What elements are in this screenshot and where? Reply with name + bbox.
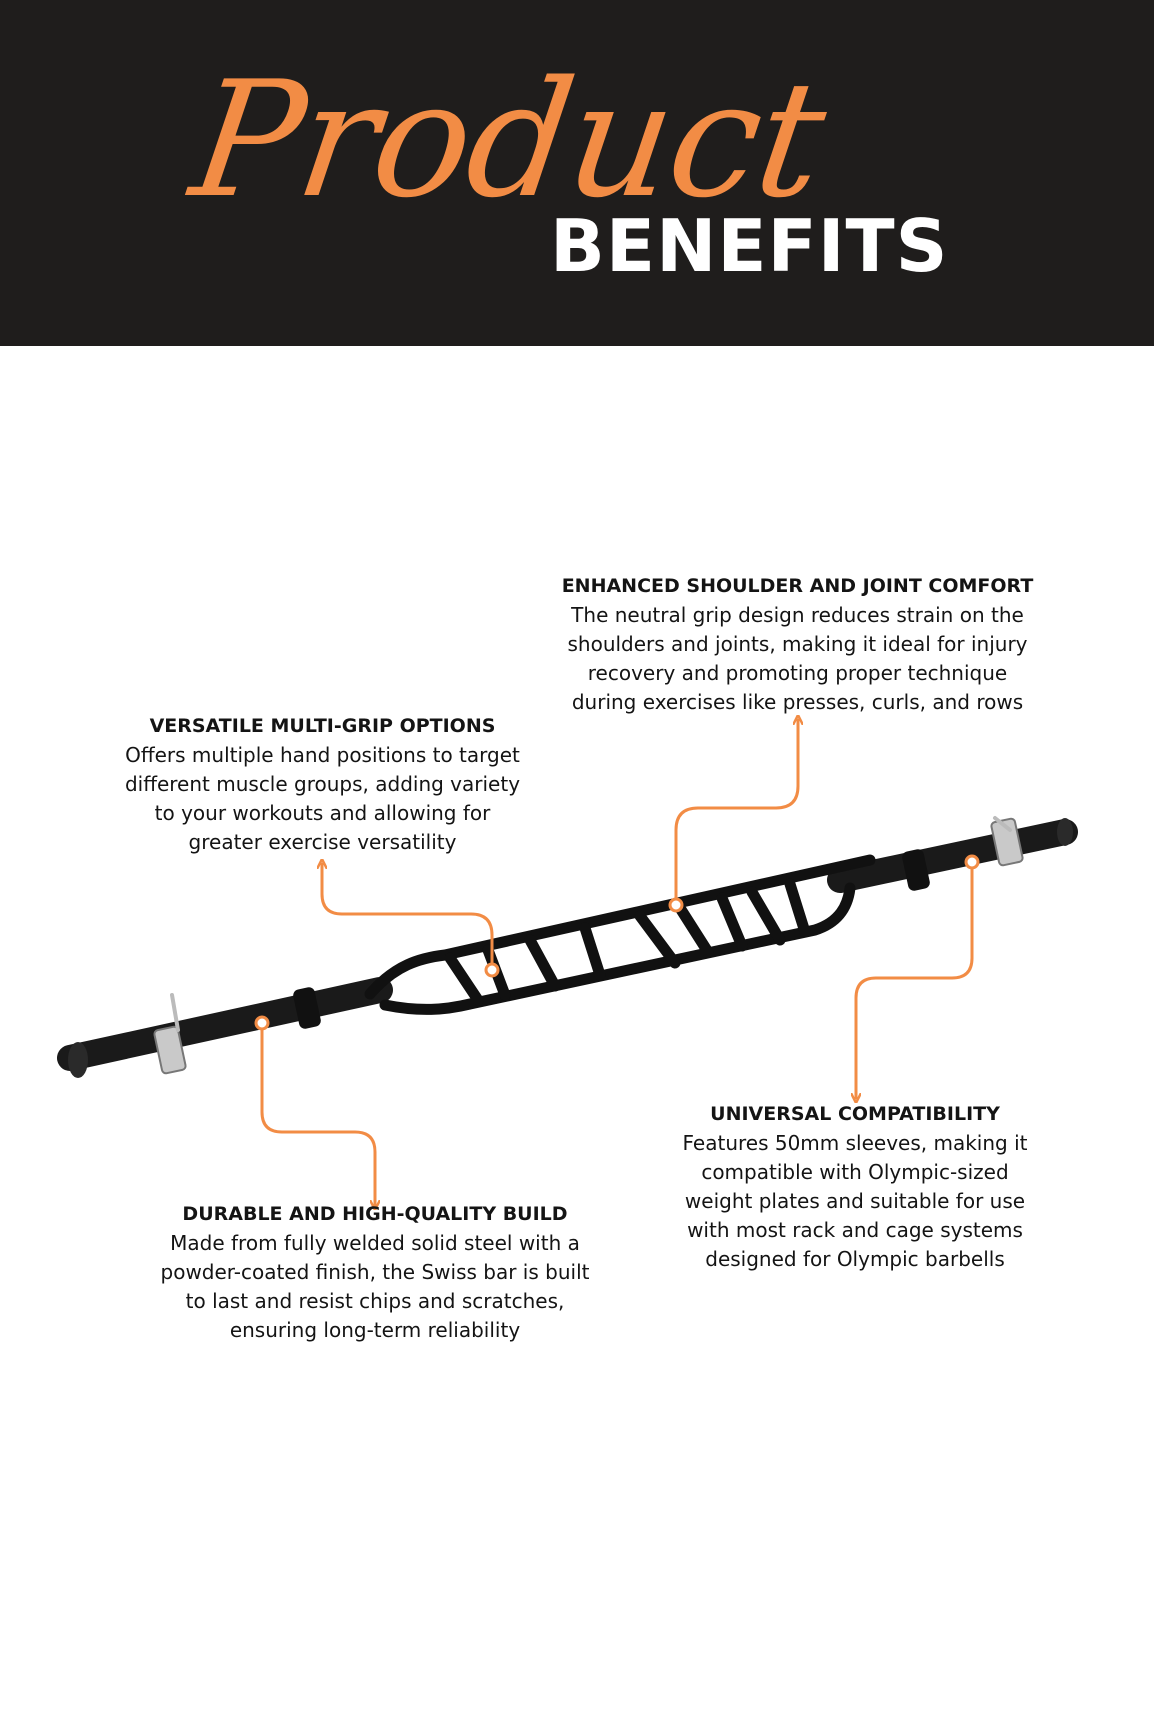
benefit-line: designed for Olympic barbells bbox=[705, 1247, 1005, 1271]
benefit-durable-build bbox=[140, 1200, 610, 1345]
benefit-line: compatible with Olympic-sized bbox=[701, 1160, 1009, 1184]
benefit-line: during exercises like presses, curls, and rows bbox=[571, 690, 1024, 714]
benefit-line: shoulders and joints, making it ideal for injury bbox=[567, 632, 1028, 656]
benefit-line: The neutral grip design reduces strain on the bbox=[571, 603, 1024, 627]
benefit-heading: DURABLE AND HIGH-QUALITY BUILD bbox=[182, 1203, 568, 1225]
benefit-line: Offers multiple hand positions to target bbox=[125, 743, 520, 767]
benefit-heading: VERSATILE MULTI-GRIP OPTIONS bbox=[149, 715, 496, 737]
benefit-line: recovery and promoting proper technique bbox=[587, 661, 1008, 685]
benefit-line: with most rack and cage systems bbox=[687, 1218, 1023, 1242]
benefit-heading: UNIVERSAL COMPATIBILITY bbox=[710, 1103, 1000, 1125]
benefit-heading: ENHANCED SHOULDER AND JOINT COMFORT bbox=[561, 575, 1034, 597]
benefit-line: different muscle groups, adding variety bbox=[124, 772, 521, 796]
benefit-line: to your workouts and allowing for bbox=[154, 801, 491, 825]
benefit-line: to last and resist chips and scratches, bbox=[185, 1289, 565, 1313]
benefit-compatibility bbox=[650, 1100, 1060, 1274]
benefit-line: weight plates and suitable for use bbox=[684, 1189, 1026, 1213]
benefit-line: Made from fully welded solid steel with a bbox=[170, 1231, 580, 1255]
script-title: Product bbox=[181, 46, 835, 233]
benefit-line: powder-coated finish, the Swiss bar is built bbox=[160, 1260, 590, 1284]
benefit-multi-grip bbox=[100, 712, 545, 857]
benefit-line: Features 50mm sleeves, making it bbox=[682, 1131, 1028, 1155]
bold-title: BENEFITS bbox=[550, 204, 949, 288]
benefit-shoulder-comfort bbox=[555, 572, 1040, 717]
benefit-line: greater exercise versatility bbox=[188, 830, 457, 854]
benefit-line: ensuring long-term reliability bbox=[229, 1318, 521, 1342]
